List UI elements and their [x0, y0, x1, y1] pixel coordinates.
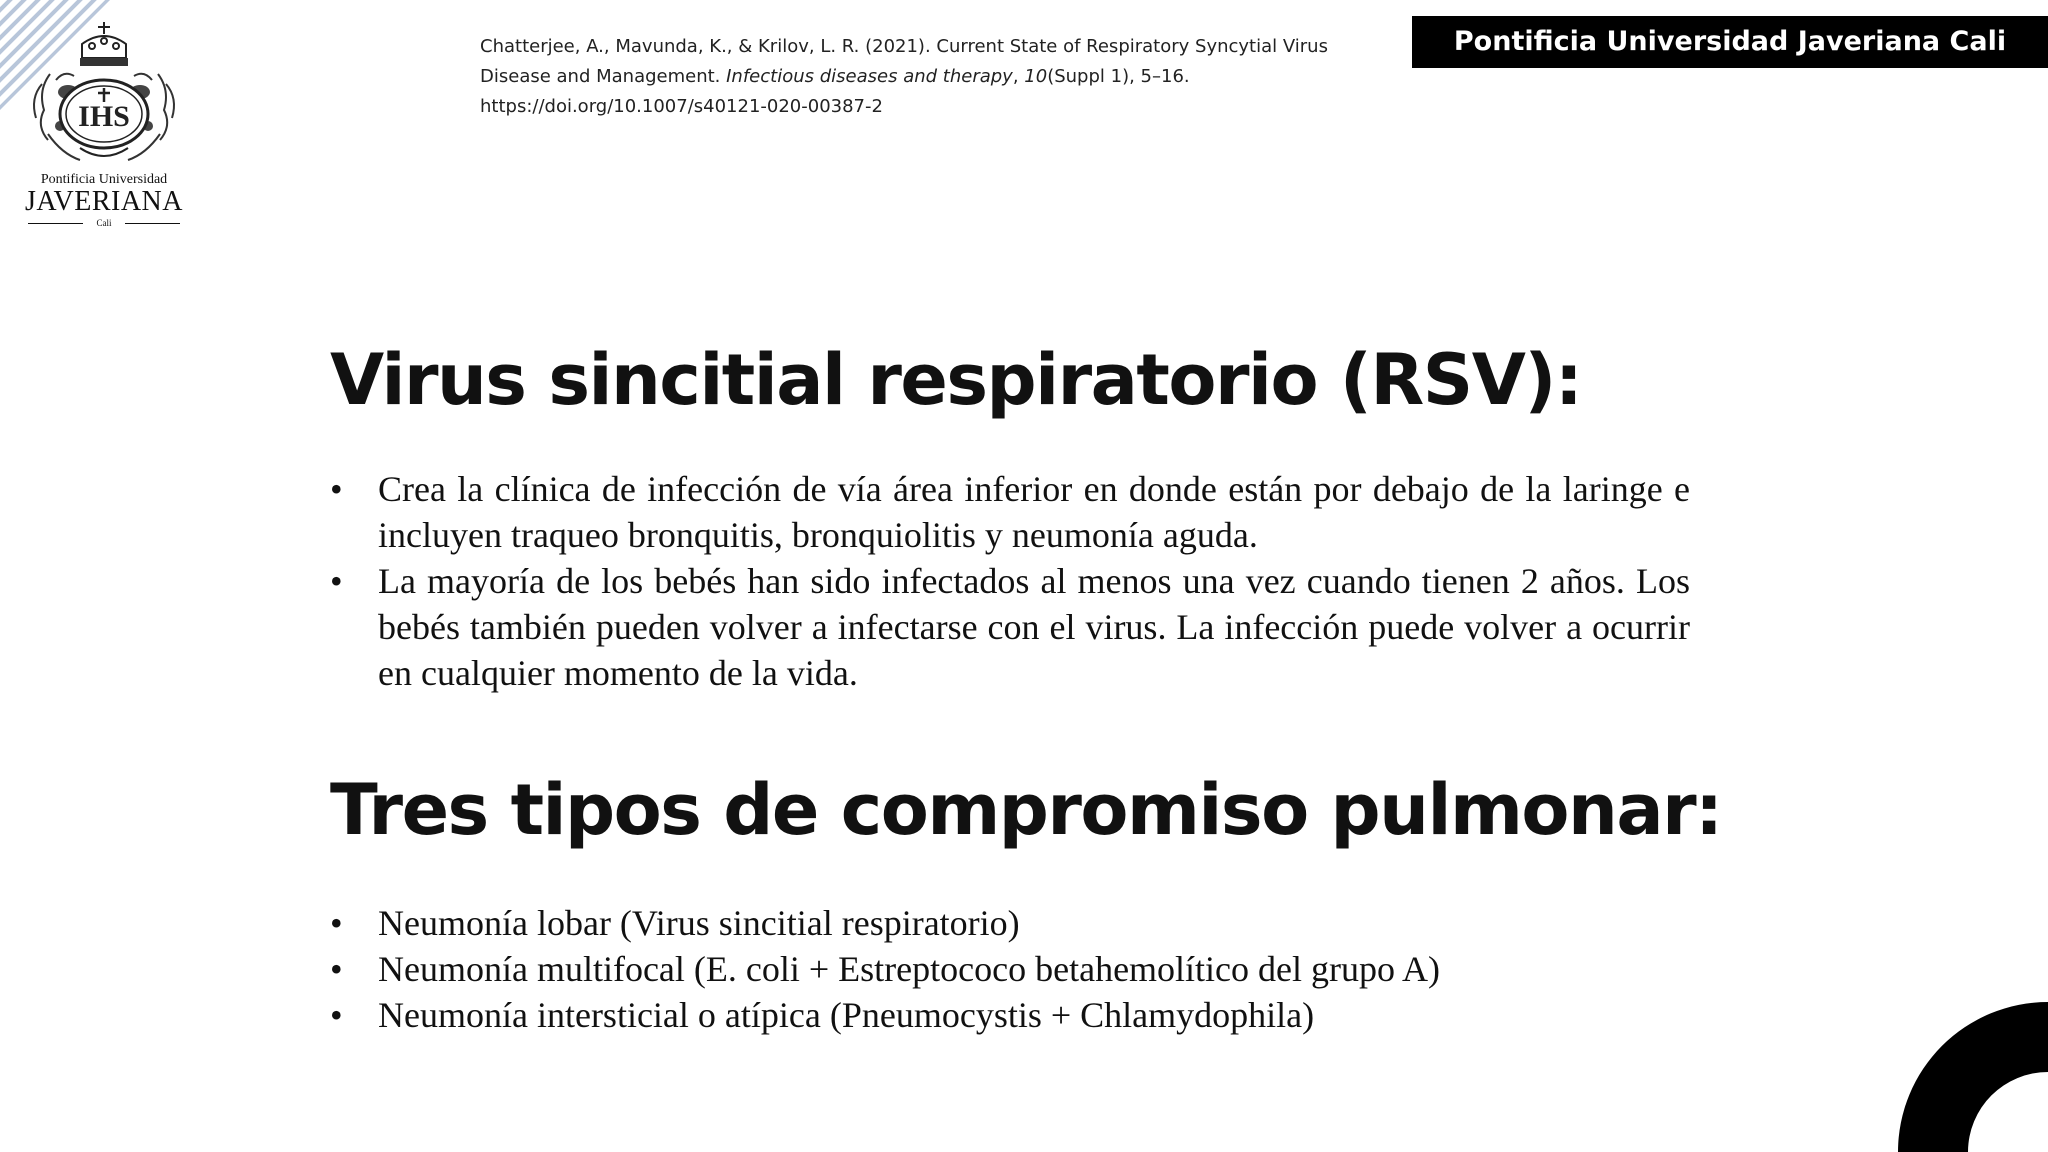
- svg-text:IHS: IHS: [78, 100, 130, 133]
- list-item: [330, 946, 1690, 992]
- logo-city: Cali: [96, 218, 112, 228]
- logo-text-line1: Pontificia Universidad: [40, 172, 168, 187]
- section-title-pulmonary: Tres tipos de compromiso pulmonar:: [330, 769, 1722, 851]
- list-item: [330, 900, 1690, 946]
- list-item: [330, 992, 1690, 1038]
- bullet-text: La mayoría de los bebés han sido infectados al menos una vez cuando tienen 2 años. Los bebés también pueden volver a infectarse con el virus. La infección puede volver a ocurrir en cualquier momento de la vida.: [378, 561, 1690, 693]
- bullet-marker: •: [330, 469, 343, 509]
- university-crest-icon: [22, 14, 186, 172]
- citation-separator: ,: [1012, 66, 1025, 87]
- bullet-marker: •: [330, 949, 343, 989]
- university-banner: Pontificia Universidad Javeriana Cali: [1412, 16, 2048, 68]
- bullet-marker: •: [330, 903, 343, 943]
- citation-journal: Infectious diseases and therapy: [726, 66, 1013, 87]
- bullet-text: Neumonía intersticial o atípica (Pneumocystis + Chlamydophila): [378, 995, 1315, 1035]
- bullet-marker: •: [330, 995, 343, 1035]
- list-item: [330, 466, 1690, 558]
- quarter-ring-icon: [1898, 1000, 2048, 1152]
- citation-authors-title: Chatterjee, A., Mavunda, K., & Krilov, L. R. (2021). Current State of Respiratory Syncytial Virus Disease and Management.: [480, 36, 1328, 87]
- section-title-rsv: Virus sincitial respiratorio (RSV):: [330, 339, 1582, 421]
- bullet-text: Crea la clínica de infección de vía área inferior en donde están por debajo de la laringe e incluyen traqueo bronquitis, bronquiolitis y neumonía aguda.: [378, 469, 1690, 555]
- citation-doi: https://doi.org/10.1007/s40121-020-00387-2: [480, 96, 883, 117]
- bullet-marker: •: [330, 561, 343, 601]
- citation: [480, 32, 1400, 122]
- bullet-text: Neumonía lobar (Virus sincitial respiratorio): [378, 903, 1020, 943]
- logo-city-row: [28, 217, 180, 229]
- logo-text-line2: JAVERIANA: [25, 186, 183, 217]
- university-logo: [22, 14, 186, 228]
- citation-volume: 10: [1024, 66, 1048, 87]
- rsv-bullet-list: [330, 466, 1690, 696]
- pulmonary-bullet-list: [330, 900, 1690, 1038]
- list-item: [330, 558, 1690, 696]
- citation-issue-pages: (Suppl 1), 5–16.: [1047, 66, 1190, 87]
- bullet-text: Neumonía multifocal (E. coli + Estreptococo betahemolítico del grupo A): [378, 949, 1440, 989]
